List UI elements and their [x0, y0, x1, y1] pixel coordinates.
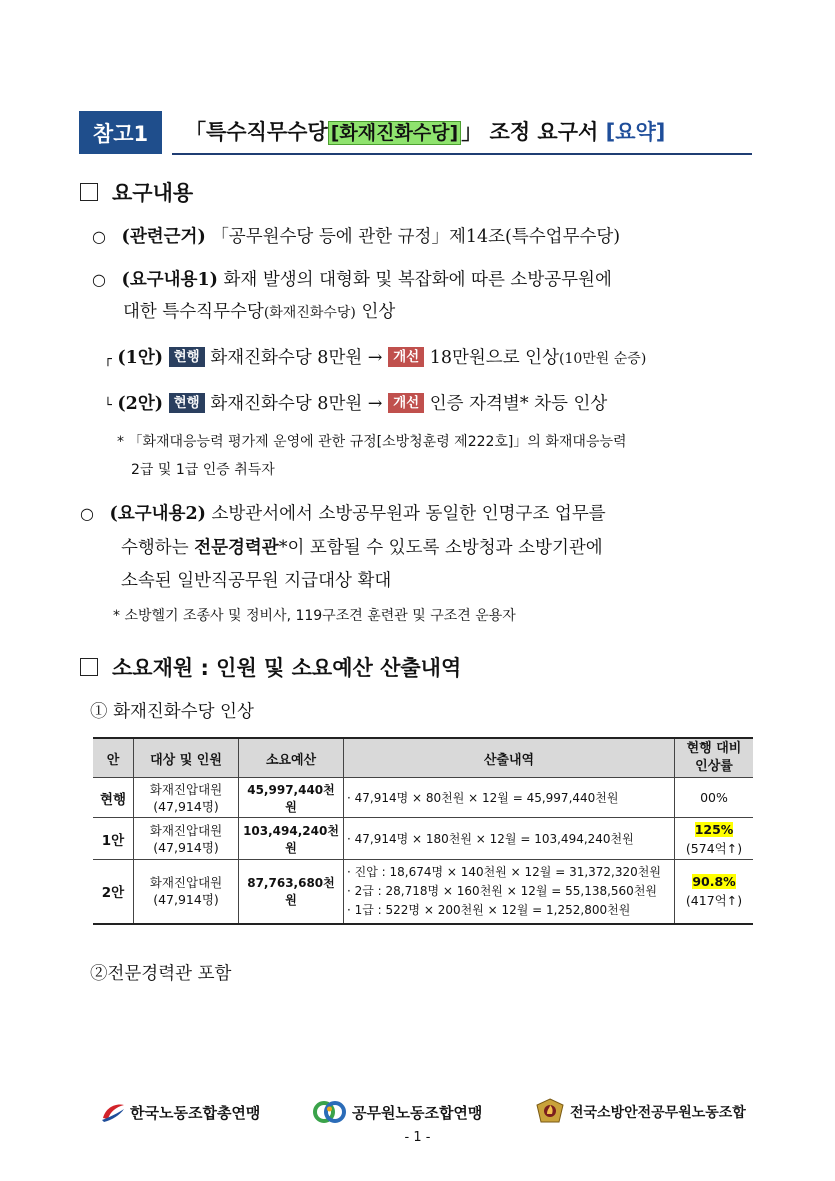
cell-detail: · 47,914명 × 80천원 × 12월 = 45,997,440천원 — [344, 778, 675, 818]
logo-text: 공무원노동조합연맹 — [352, 1103, 483, 1122]
plan-label: (1안) — [117, 348, 164, 368]
table-row — [93, 818, 753, 860]
cell-detail — [344, 860, 675, 924]
rate-increase: (574억↑) — [685, 840, 743, 856]
column-header: 현행 대비 인상률 — [675, 738, 754, 778]
title-prefix: 「특수직무수당 — [185, 120, 328, 144]
current-tag: 현행 — [169, 393, 205, 413]
budget-table — [93, 737, 753, 925]
rate-value-highlight: 125% — [694, 821, 734, 837]
plan-current: 화재진화수당 8만원 → — [210, 348, 383, 368]
rate-value-highlight: 90.8% — [692, 874, 736, 890]
column-header: 소요예산 — [239, 738, 344, 778]
item-label: (관련근거) — [121, 227, 206, 247]
plan-note: (10만원 순증) — [559, 351, 647, 367]
title-summary-tag: [요약] — [605, 120, 666, 144]
plan-current: 화재진화수당 8만원 → — [210, 394, 383, 414]
title-middle: 」 조정 요구서 — [461, 120, 606, 144]
table-header-row — [93, 738, 753, 778]
fire-union-emblem-icon — [535, 1098, 565, 1126]
cell-target: 화재진압대원 (47,914명) — [134, 860, 239, 924]
cell-detail: · 47,914명 × 180천원 × 12월 = 103,494,240천원 — [344, 818, 675, 860]
detail-line: · 1급 : 522명 × 200천원 × 12월 = 1,252,800천원 — [347, 902, 631, 917]
plan-footnote-line2: 2급 및 1급 인증 취득자 — [131, 462, 275, 478]
logo-fire-union — [535, 1098, 746, 1126]
cell-budget: 45,997,440천원 — [239, 778, 344, 818]
circle-bullet-icon: ○ — [92, 270, 106, 289]
plan-footnote-line1: * 「화재대응능력 평가제 운영에 관한 규정[소방청훈령 제222호]」의 화재대응능력 — [117, 434, 627, 450]
cell-target: 화재진압대원 (47,914명) — [134, 778, 239, 818]
section-heading-text: 요구내용 — [112, 181, 194, 205]
reference-badge: 참고1 — [79, 111, 162, 154]
circle-bullet-icon: ○ — [80, 504, 94, 523]
item-text: 「공무원수당 등에 관한 규정」제14조(특수업무수당) — [211, 227, 621, 247]
line-text-post: 인상 — [355, 302, 396, 322]
cell-budget: 103,494,240천원 — [239, 818, 344, 860]
logo-text: 한국노동조합총연맹 — [130, 1103, 261, 1122]
cell-plan: 1안 — [93, 818, 134, 860]
line-small-text: (화재진화수당) — [263, 305, 356, 321]
plan-improved: 18만원으로 인상 — [429, 348, 559, 368]
line-text-post: *이 포함될 수 있도록 소방청과 소방기관에 — [278, 538, 603, 558]
detail-line: · 2급 : 28,718명 × 160천원 × 12월 = 55,138,560천원 — [347, 883, 658, 898]
cell-rate — [675, 778, 754, 818]
document-title — [185, 116, 665, 146]
bracket-corner-icon: ┌ — [104, 352, 112, 367]
rate-increase: (417억↑) — [685, 893, 743, 909]
line-text: 대한 특수직무수당 — [123, 302, 264, 322]
item-request1-line2 — [123, 298, 395, 323]
rate-value: 00% — [700, 790, 728, 805]
title-highlight: [화재진화수당] — [328, 121, 462, 145]
bracket-corner-icon: └ — [104, 398, 112, 413]
subsection-2: ②전문경력관 포함 — [90, 964, 232, 984]
subsection-1: ① 화재진화수당 인상 — [90, 702, 254, 722]
detail-line: · 진압 : 18,674명 × 140천원 × 12월 = 31,372,320천원 — [347, 864, 661, 879]
cell-plan: 현행 — [93, 778, 134, 818]
item-request2-line1 — [80, 500, 606, 525]
item-request1-line1 — [92, 266, 612, 291]
plan-improved: 인증 자격별* 차등 인상 — [429, 394, 608, 414]
item-label: (요구내용1) — [121, 270, 218, 290]
column-header: 대상 및 인원 — [134, 738, 239, 778]
item-request2-footnote: * 소방헬기 조종사 및 정비사, 119구조견 훈련관 및 구조견 운용자 — [113, 608, 516, 624]
plan1-line — [104, 344, 646, 369]
item-text: 화재 발생의 대형화 및 복잡화에 따른 소방공무원에 — [223, 270, 612, 290]
public-union-emblem-icon — [313, 1101, 347, 1123]
plan-label: (2안) — [117, 394, 164, 414]
section-heading-budget — [80, 652, 461, 682]
checkbox-square-icon — [80, 658, 98, 676]
cell-plan: 2안 — [93, 860, 134, 924]
column-header: 산출내역 — [344, 738, 675, 778]
circle-bullet-icon: ○ — [92, 227, 106, 246]
logo-public-union — [313, 1101, 482, 1123]
section-heading-requirements — [80, 177, 193, 207]
item-request2-line3: 소속된 일반직공무원 지급대상 확대 — [121, 571, 392, 591]
page-number: - 1 - — [404, 1130, 431, 1145]
item-text: 소방관서에서 소방공무원과 동일한 인명구조 업무를 — [211, 504, 606, 524]
cell-rate — [675, 860, 754, 924]
logo-text: 전국소방안전공무원노동조합 — [570, 1105, 746, 1121]
logo-fktu — [100, 1101, 260, 1123]
cell-rate — [675, 818, 754, 860]
checkbox-square-icon — [80, 183, 98, 201]
item-legal-basis — [92, 223, 620, 248]
fktu-emblem-icon — [100, 1101, 126, 1123]
current-tag: 현행 — [169, 347, 205, 367]
cell-budget: 87,763,680천원 — [239, 860, 344, 924]
plan2-line — [104, 390, 607, 415]
item-label: (요구내용2) — [109, 504, 206, 524]
column-header: 안 — [93, 738, 134, 778]
improvement-tag: 개선 — [388, 347, 424, 367]
improvement-tag: 개선 — [388, 393, 424, 413]
line-text: 수행하는 — [121, 538, 195, 558]
item-request2-line2 — [121, 534, 603, 559]
section-heading-text: 소요재원 : 인원 및 소요예산 산출내역 — [112, 656, 462, 680]
line-bold-text: 전문경력관 — [194, 538, 279, 558]
cell-target: 화재진압대원 (47,914명) — [134, 818, 239, 860]
title-underline — [172, 153, 752, 155]
table-row — [93, 778, 753, 818]
table-row — [93, 860, 753, 924]
